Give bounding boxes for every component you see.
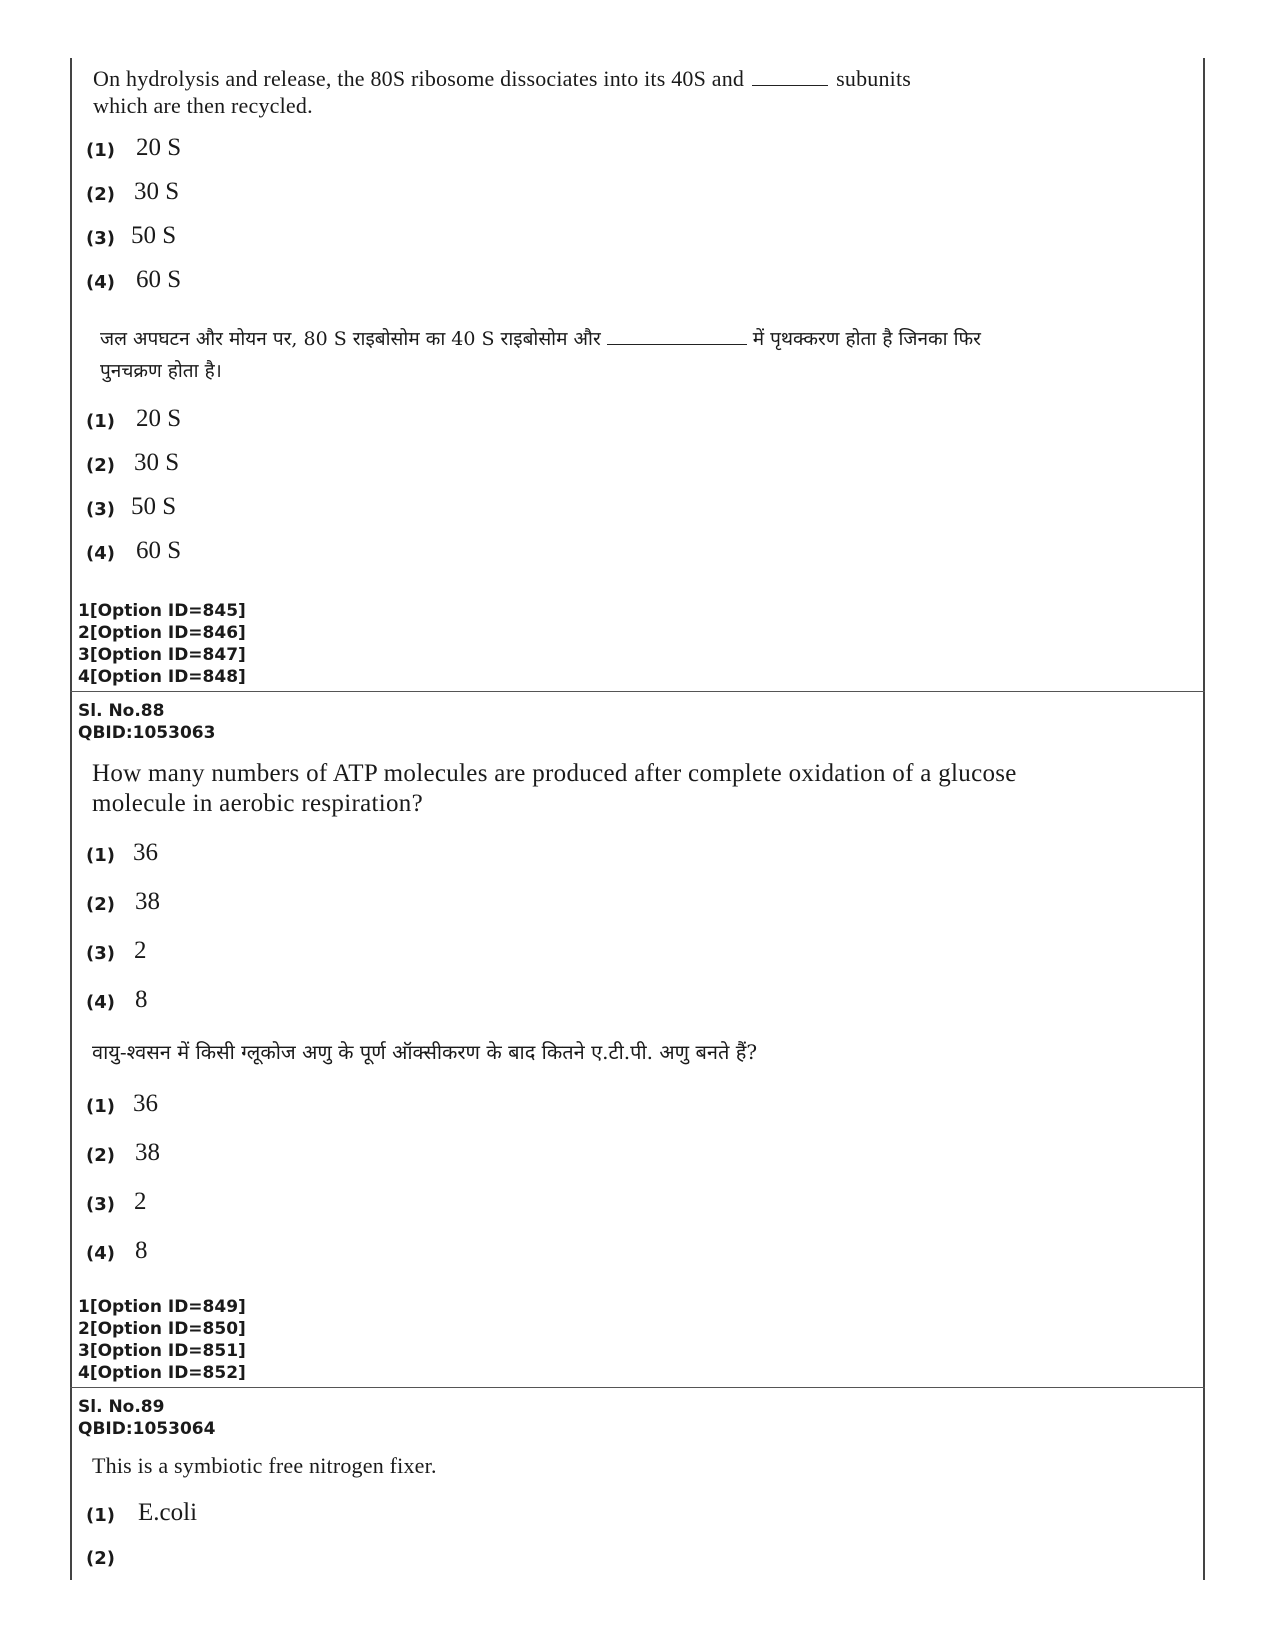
- q88-option-num: (3): [86, 943, 115, 964]
- q88-stem-hi: वायु-श्वसन में किसी ग्लूकोज अणु के पूर्ण ऑक्सीकरण के बाद कितने ए.टी.पी. अणु बनते हैं?: [92, 1040, 758, 1064]
- option-id: 2[Option ID=846]: [78, 623, 246, 643]
- q87-stem-hi-line2: पुनचक्रण होता है।: [100, 360, 222, 382]
- q88-option-num: (1): [86, 1096, 115, 1117]
- question-divider: [70, 1387, 1205, 1388]
- question-divider: [70, 691, 1205, 692]
- q88-stem-en-line1: How many numbers of ATP molecules are produced after complete oxidation of a glucose: [92, 760, 1017, 787]
- q87-option-text: 50 S: [131, 493, 177, 520]
- q88-option-num: (4): [86, 992, 115, 1013]
- serial-number: Sl. No.88: [78, 701, 165, 721]
- qbid: QBID:1053064: [78, 1419, 216, 1439]
- q89-option-text: E.coli: [138, 1499, 198, 1526]
- q89-header: [78, 1396, 215, 1440]
- q87-option-text: 30 S: [134, 178, 180, 205]
- q88-option-num: (4): [86, 1243, 115, 1264]
- q87-option-text: 20 S: [136, 405, 182, 432]
- qbid: QBID:1053063: [78, 723, 216, 743]
- serial-number: Sl. No.89: [78, 1397, 165, 1417]
- q88-option-text: 38: [135, 1139, 160, 1166]
- q89-option-num: (1): [86, 1505, 115, 1526]
- q88-option-text: 36: [133, 839, 158, 866]
- right-border: [1203, 58, 1205, 1580]
- q87-stem-hi-line1: [100, 325, 981, 351]
- q87-option-num: (2): [86, 455, 115, 476]
- q88-header: [78, 700, 215, 744]
- left-border: [70, 58, 72, 1580]
- q87-option-num: (3): [86, 228, 115, 249]
- q88-option-ids: [78, 1296, 246, 1384]
- q87-option-text: 50 S: [131, 222, 177, 249]
- q87-option-text: 60 S: [136, 537, 182, 564]
- q88-option-num: (3): [86, 1194, 115, 1215]
- q87-stem-hi-part-a: जल अपघटन और मोयन पर, 80 S राइबोसोम का 40 S राइबोसोम और: [100, 328, 601, 350]
- q87-option-num: (2): [86, 184, 115, 205]
- q88-option-text: 8: [135, 1237, 148, 1264]
- q87-option-num: (1): [86, 411, 115, 432]
- q88-option-text: 36: [133, 1090, 158, 1117]
- option-id: 1[Option ID=845]: [78, 601, 246, 621]
- q88-option-text: 2: [134, 1188, 147, 1215]
- q89-stem-en: This is a symbiotic free nitrogen fixer.: [92, 1453, 437, 1478]
- q87-stem-en-line2: which are then recycled.: [93, 93, 313, 118]
- q88-option-num: (1): [86, 845, 115, 866]
- q87-option-num: (3): [86, 499, 115, 520]
- q87-option-ids: [78, 600, 246, 688]
- option-id: 3[Option ID=847]: [78, 645, 246, 665]
- q87-option-num: (1): [86, 140, 115, 161]
- q88-option-text: 2: [134, 937, 147, 964]
- answer-blank: [752, 71, 828, 86]
- q87-stem-en-part-b: subunits: [836, 66, 912, 91]
- q87-option-num: (4): [86, 272, 115, 293]
- q87-option-text: 60 S: [136, 266, 182, 293]
- q87-stem-en-part-a: On hydrolysis and release, the 80S ribosome dissociates into its 40S and: [93, 66, 745, 91]
- q88-option-num: (2): [86, 1145, 115, 1166]
- q87-option-num: (4): [86, 543, 115, 564]
- option-id: 4[Option ID=848]: [78, 667, 246, 687]
- option-id: 1[Option ID=849]: [78, 1297, 246, 1317]
- q88-option-num: (2): [86, 894, 115, 915]
- q88-option-text: 38: [135, 888, 160, 915]
- option-id: 2[Option ID=850]: [78, 1319, 246, 1339]
- q87-stem-hi-part-b: में पृथक्करण होता है जिनका फिर: [752, 328, 981, 350]
- answer-blank: [607, 332, 747, 345]
- q87-option-text: 20 S: [136, 134, 182, 161]
- q87-option-text: 30 S: [134, 449, 180, 476]
- option-id: 3[Option ID=851]: [78, 1341, 246, 1361]
- q88-option-text: 8: [135, 986, 148, 1013]
- q87-stem-en-line1: [93, 66, 911, 92]
- q88-stem-en-line2: molecule in aerobic respiration?: [92, 790, 423, 817]
- q89-option-num: (2): [86, 1548, 115, 1569]
- option-id: 4[Option ID=852]: [78, 1363, 246, 1383]
